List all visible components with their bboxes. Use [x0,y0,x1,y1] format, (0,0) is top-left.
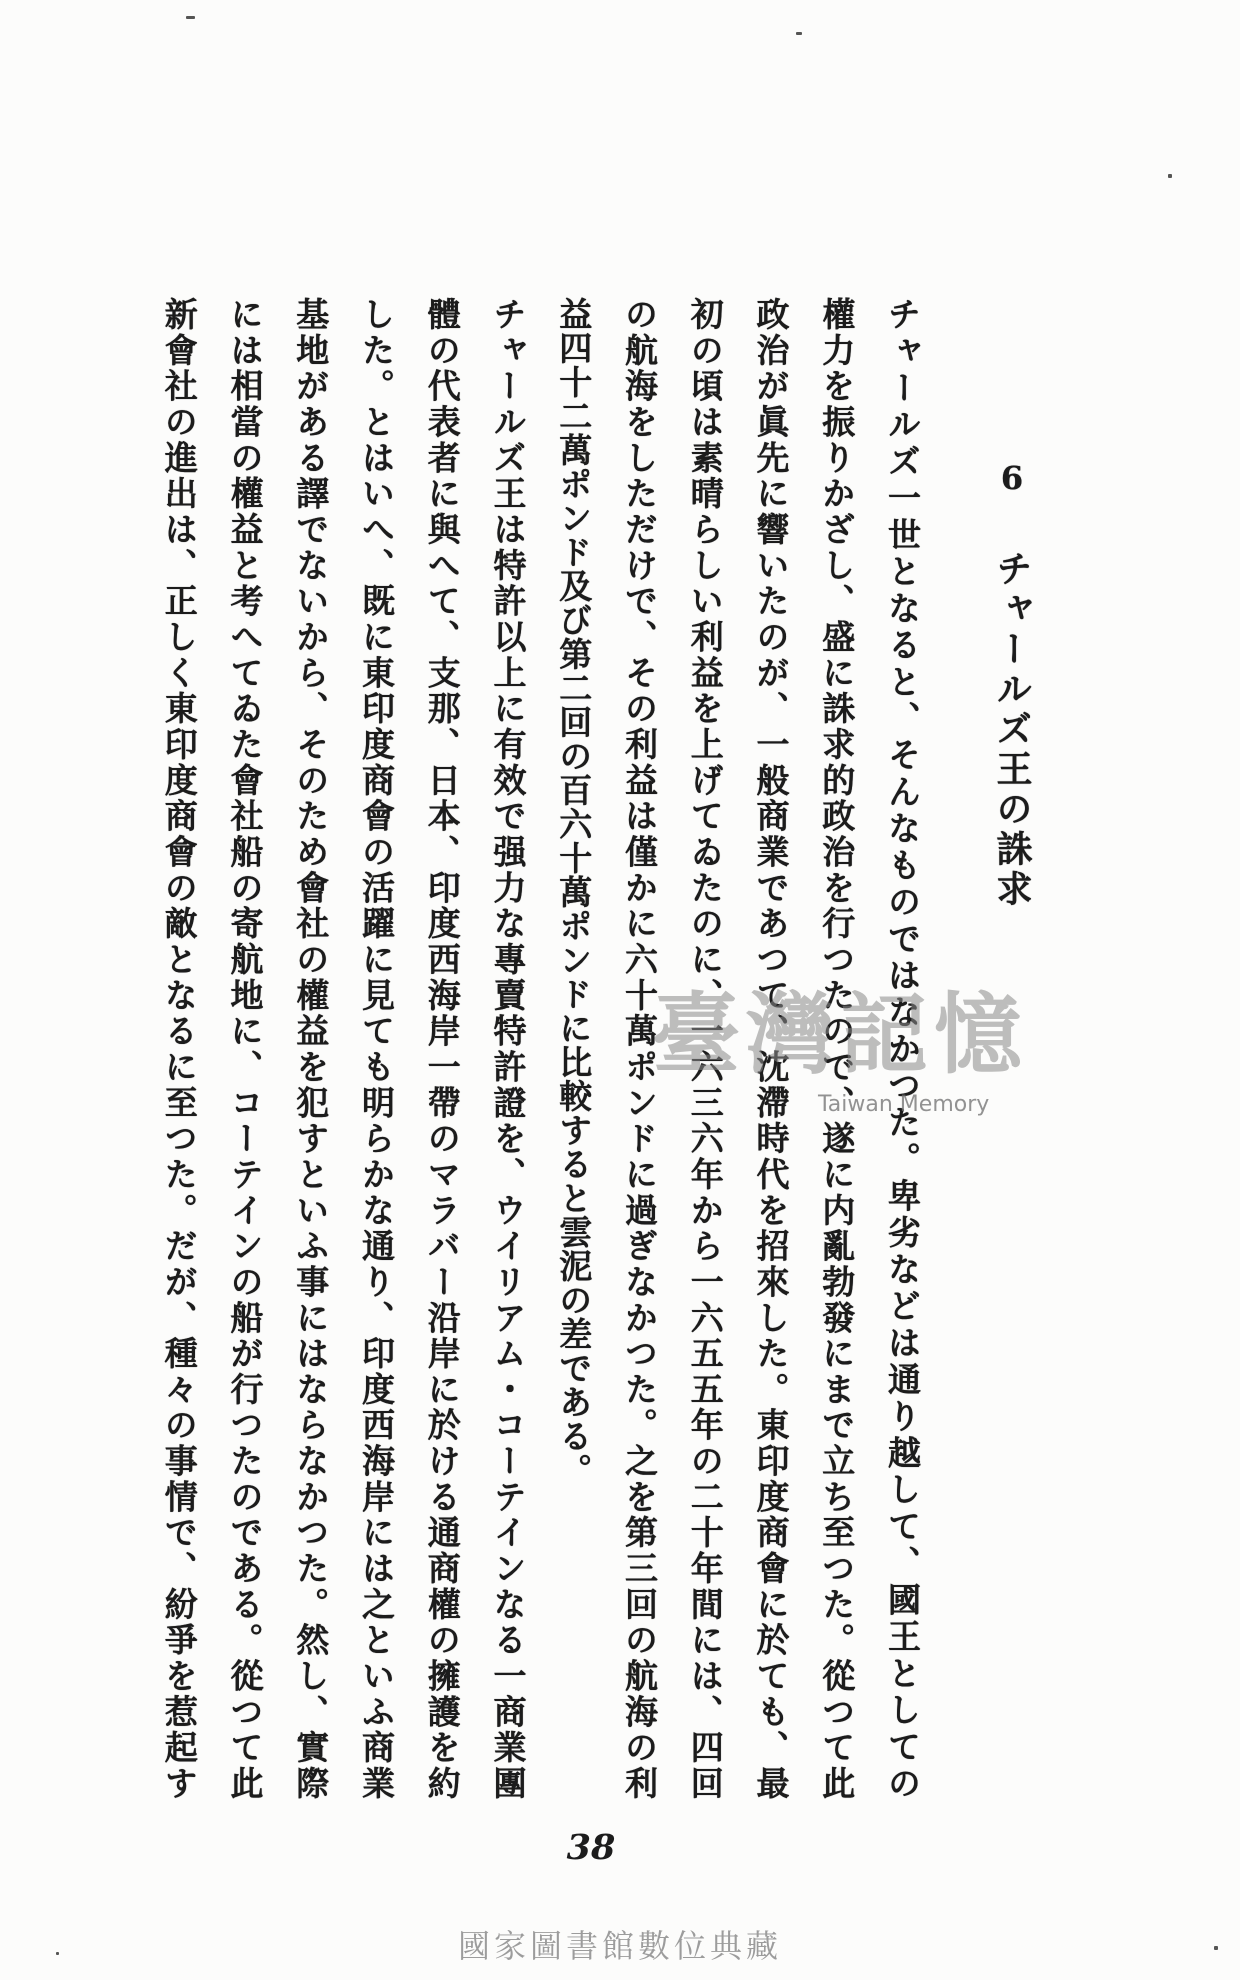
text-column: した。とはいへ、既に東印度商會の活躍に見ても明らかな通り、印度西海岸には之といふ商業 [357,297,396,1800]
section-number: 6 [1000,462,1024,494]
watermark-logo: 臺灣記憶 [652,982,1029,1086]
section-title: チャールズ王の誅求 [991,550,1033,910]
watermark-subtitle: Taiwan Memory [818,1092,990,1117]
text-column: 益四十二萬ポンド及び第二回の百六十萬ポンドに比較すると雲泥の差である。 [554,297,594,1487]
paragraph [146,297,541,1800]
text-column: には相當の權益と考へてゐた會社船の寄航地に、コーテインの船が行つたのである。從つて此 [225,297,265,1800]
section-heading [987,462,1037,932]
text-column: 新會社の進出は、正しく東印度商會の敵となるに至つた。だが、種々の事情で、紛爭を惹起す [159,297,199,1800]
text-column: 體の代表者に與へて、支那、日本、印度西海岸一帶のマラバー沿岸に於ける通商權の擁護を約 [422,297,462,1800]
text-column: の航海をしただけで、その利益は僅かに六十萬ポンドに過ぎなかつた。之を第三回の航海の利 [620,297,659,1800]
text-column: 初の頃は素晴らしい利益を上げてゐたのに、一六三六年から一六五五年の二十年間には、四回 [685,297,725,1800]
text-column: チャールズ一世となると、そんなものではなかつた。卑劣などは通り越して、國王としての [883,297,922,1800]
scan-speck [1168,174,1172,178]
scan-speck [796,32,802,35]
page-number: 38 [566,1827,616,1868]
text-column: 政治が眞先に響いたのが、一般商業であつて、沈滯時代を招來した。東印度商會に於ても、最 [751,297,791,1800]
text-column: 權力を振りかざし、盛に誅求的政治を行つたので、遂に内亂勃發にまで立ち至つた。從つて此 [817,297,857,1800]
text-column: 基地がある譯でないから、そのため會社の權益を犯すといふ事にはならなかつた。然し、實際 [291,297,331,1800]
text-column: チャールズ王は特許以上に有效で强力な專賣特許證を、ウイリアム・コーテインなる一商業團 [488,297,528,1800]
collection-footer: 國家圖書館數位典藏 [457,1927,782,1965]
scan-speck [186,16,195,19]
